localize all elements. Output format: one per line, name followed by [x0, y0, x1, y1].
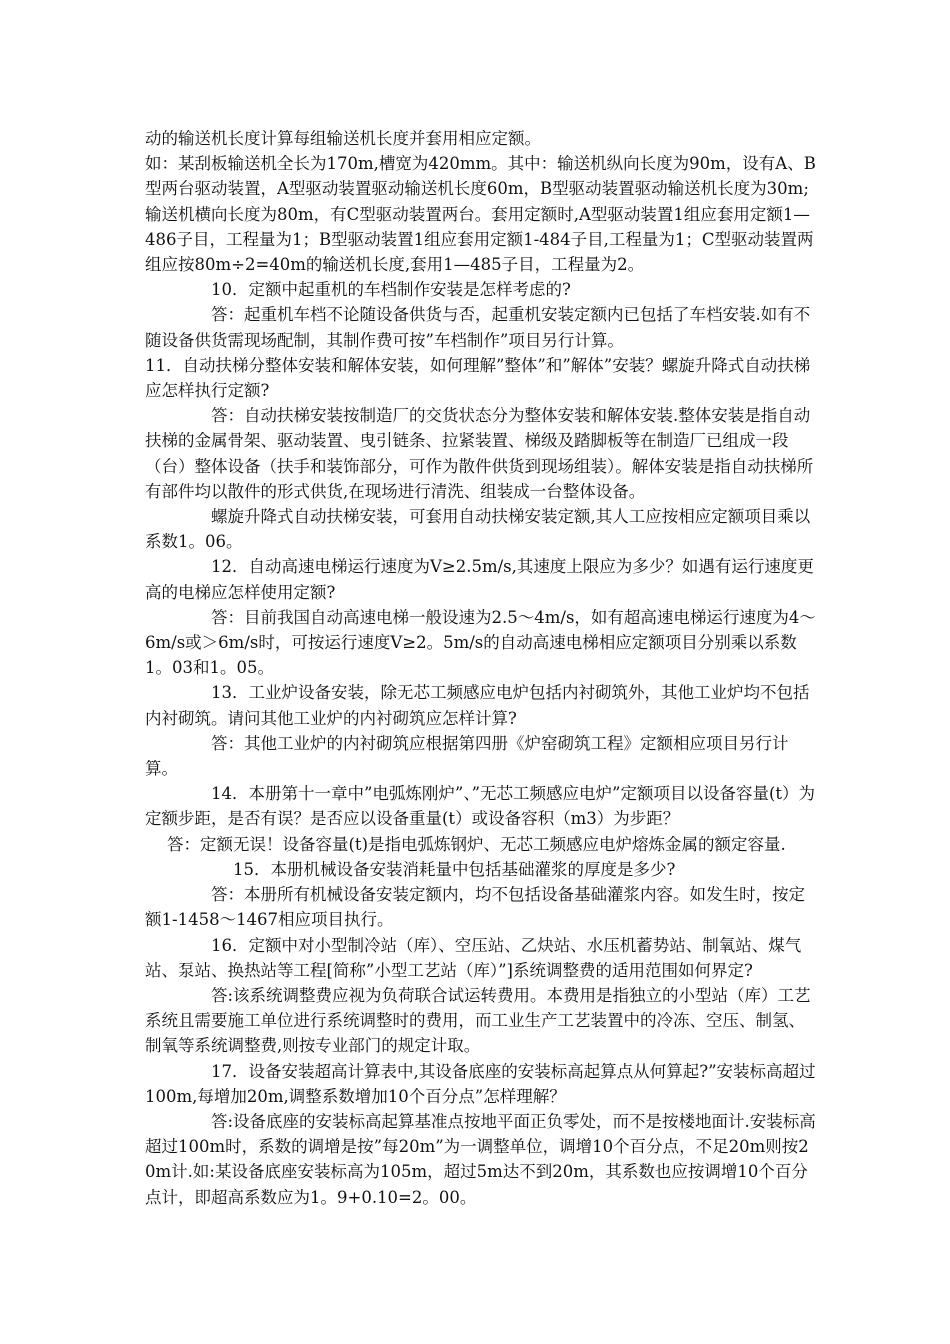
- answer-14: 答：定额无误！设备容量(t)是指电弧炼钢炉、无芯工频感应电炉熔炼金属的额定容量.: [167, 834, 786, 854]
- question-10: 10．定额中起重机的车档制作安装是怎样考虑的?: [211, 280, 571, 300]
- answer-15: 答：本册所有机械设备安装定额内，均不包括设备基础灌浆内容。如发生时，按定额1-1458～1467相应项目执行。: [145, 885, 805, 930]
- question-17: 17．设备安装超高计算表中,其设备底座的安装标高起算点从何算起?”安装标高超过100m,每增加20m,调整系数增加10个百分点”怎样理解？: [145, 1061, 816, 1106]
- answer-17: 答:设备底座的安装标高起算基准点按地平面正负零处，而不是按楼地面计.安装标高超过100m时，系数的调增是按”每20m”为一调整单位，调增10个百分点，不足20m则按20m计.如:某设备底座安装标高为105m，超过5m达不到20m，其系数也应按调增10个百分点计，即超高系数应为1。9+0.10=2。00。: [145, 1111, 816, 1207]
- answer-12: 答：目前我国自动高速电梯一般设速为2.5～4m/s，如有超高速电梯运行速度为4～6m/s或＞6m/s时，可按运行速度V≥2。5m/s的自动高速电梯相应定额项目分别乘以系数1。03和1。05。: [145, 607, 816, 678]
- question-11: 11．自动扶梯分整体安装和解体安装，如何理解”整体”和”解体”安装？螺旋升降式自动扶梯应怎样执行定额?: [145, 355, 811, 401]
- answer-11: 答：自动扶梯安装按制造厂的交货状态分为整体安装和解体安装.整体安装是指自动扶梯的金属骨架、驱动装置、曳引链条、拉紧装置、梯级及踏脚板等在制造厂已组成一段（台）整体设备（扶手和装饰部分，可作为散件供货到现场组装）。解体安装是指自动扶梯所有部件均以散件的形式供货,在现场进行清洗、组装成一台整体设备。: [145, 406, 814, 501]
- question-14: 14．本册第十一章中”电弧炼刚炉”、”无芯工频感应电炉”定额项目以设备容量(t）为定额步距，是否有误？是否应以设备重量(t）或设备容积（m3）为步距？: [145, 784, 816, 829]
- document-body: [145, 126, 817, 1210]
- question-16: 16．定额中对小型制冷站（库）、空压站、乙炔站、水压机蓄势站、制氧站、煤气站、泵站、换热站等工程[简称”小型工艺站（库）”]系统调整费的适用范围如何界定?: [145, 935, 802, 980]
- paragraph-example: 如：某刮板输送机全长为170m,槽宽为420mm。其中：输送机纵向长度为90m，设有A、B型两台驱动装置，A型驱动装置驱动输送机长度60m，B型驱动装置驱动输送机长度为30m;输送机横向长度为80m，有C型驱动装置两台。套用定额时,A型驱动装置1组应套用定额1—486子目，工程量为1；B型驱动装置1组应套用定额1-484子目,工程量为1；C型驱动装置两组应按80m÷2=40m的输送机长度,套用1—485子目，工程量为2。: [145, 154, 816, 275]
- answer-16: 答:该系统调整费应视为负荷联合试运转费用。本费用是指独立的小型站（库）工艺系统且需要施工单位进行系统调整时的费用，而工业生产工艺装置中的冷冻、空压、制氢、制氧等系统调整费,则按专业部门的规定计取。: [145, 985, 811, 1056]
- answer-11-spiral: 螺旋升降式自动扶梯安装，可套用自动扶梯安装定额,其人工应按相应定额项目乘以系数1。06。: [145, 507, 811, 552]
- question-12: 12．自动高速电梯运行速度为V≥2.5m/s,其速度上限应为多少？如遇有运行速度更高的电梯应怎样使用定额?: [145, 557, 814, 602]
- question-15: 15．本册机械设备安装消耗量中包括基础灌浆的厚度是多少?: [233, 859, 676, 879]
- answer-13: 答：其他工业炉的内衬砌筑应根据第四册《炉窑砌筑工程》定额相应项目另行计算。: [145, 733, 789, 779]
- paragraph-intro-continuation: 动的输送机长度计算每组输送机长度并套用相应定额。: [145, 129, 541, 148]
- answer-10: 答：起重机车档不论随设备供货与否，起重机安装定额内已包括了车档安装.如有不随设备供货需现场配制，其制作费可按”车档制作”项目另行计算。: [145, 305, 811, 350]
- question-13: 13．工业炉设备安装，除无芯工频感应电炉包括内衬砌筑外，其他工业炉均不包括内衬砌筑。请问其他工业炉的内衬砌筑应怎样计算?: [145, 683, 810, 728]
